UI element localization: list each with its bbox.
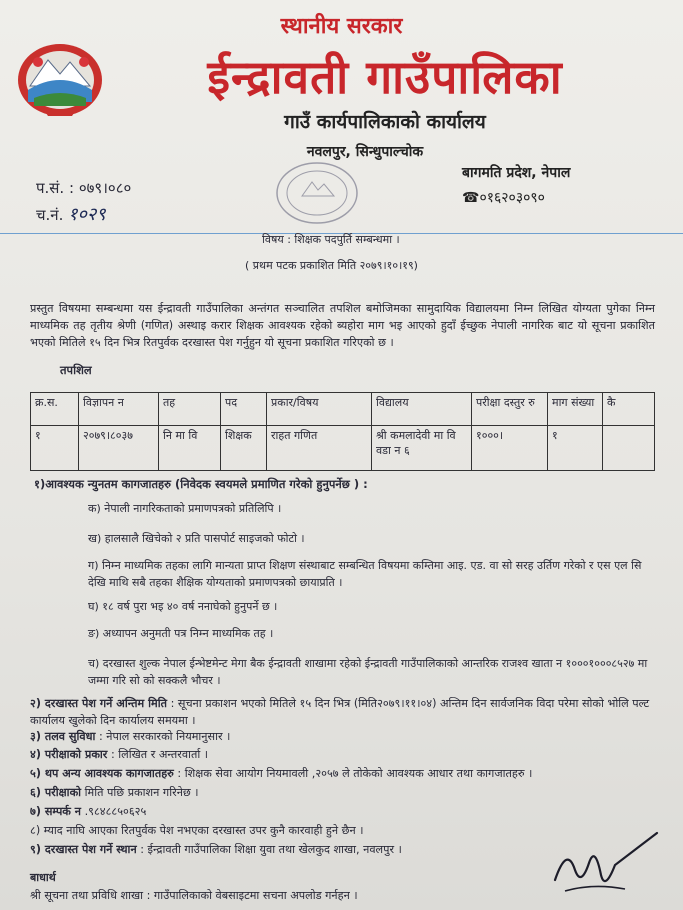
- doc-item: क) नेपाली नागरिकताको प्रमाणपत्रको प्रतिलिपि ।: [88, 502, 282, 515]
- reference-pa-sa: [36, 178, 131, 198]
- col-remarks: कै: [603, 393, 655, 426]
- doc-item: घ) १८ वर्ष पुरा भइ ४० वर्ष ननाघेको हुनुपर्ने छ ।: [88, 600, 278, 613]
- header-office-name: गाउँ कार्यपालिकाको कार्यालय: [284, 111, 486, 133]
- point-text: : नेपाल सरकारको नियमानुसार ।: [98, 730, 231, 743]
- cell-exam-fee: १०००।: [472, 426, 548, 471]
- point-label: ७) सम्पर्क न: [30, 805, 82, 818]
- cell-school: श्री कमलादेवी मा वि वडा न ६: [372, 426, 472, 471]
- pa-sa-label: प.सं. :: [36, 179, 75, 197]
- header-phone: ☎०१६२०३०९०: [462, 190, 545, 206]
- doc-item: ङ) अध्यापन अनुमती पत्र निम्न माध्यमिक तह ।: [88, 627, 274, 640]
- col-post: पद: [221, 393, 267, 426]
- header-local-government: स्थानीय सरकार: [280, 14, 403, 39]
- table-header-row: [31, 393, 655, 426]
- reference-cha-na: [36, 202, 106, 226]
- col-type-subject: प्रकार/विषय: [267, 393, 372, 426]
- doc-item: ग) निम्न माध्यमिक तहका लागि मान्यता प्राप्त शिक्षण संस्थाबाट सम्बन्धित विषयमा कम्तिमा आइ. एड. वा सो सरह उर्तिण गरेको र एस एल सि देखि माथि सबै तहका शैक्षिक योग्यताको प्रमाणपत्रको छायाप्रति ।: [88, 559, 642, 589]
- note-heading: बाधार्थ: [30, 871, 56, 884]
- intro-paragraph: प्रस्तुत विषयमा सम्बन्धमा यस ईन्द्रावती गाउँपालिका अन्तंगत सञ्चालित तपशिल बमोजिमका सामुदायिक विद्यालयमा निम्न लिखित योग्यता पुगेका निम्न माध्यमिक तह तृतीय श्रेणी (गणित) अस्थाइ करार शिक्षक आवश्यक रहेको ब्यहोरा माग भइ आएको हुदाँ ईच्छुक नेपाली नागरिक बाट यो सूचना प्रकाशित भएको मितिले १५ दिन भित्र रितपुर्वक दरखास्त पेश गर्नुहुन यो सूचना प्रकाशित गरिएको छ ।: [30, 302, 655, 349]
- cha-na-value: १०२९: [68, 204, 106, 225]
- notice-subject: विषय : शिक्षक पदपुर्ति सम्बन्धमा ।: [262, 233, 400, 246]
- point-text: .९८४८८५०६२५: [84, 805, 147, 818]
- point-exam-type: [30, 746, 660, 763]
- col-sn: क्र.स.: [31, 393, 79, 426]
- required-docs-heading: १)आवश्यक न्युनतम कागजातहरु (निवेदक स्वयमले प्रमाणित गरेको हुनुपर्नेछ ) :: [34, 477, 368, 491]
- point-additional-docs: [30, 765, 660, 782]
- point-text: : सूचना प्रकाशन भएको मितिले १५ दिन भित्र (मिति२०७९।११।०४) अन्तिम दिन सार्वजनिक विदा परेमा सोको भोलि पल्ट कार्यालय खुलेको दिन कार्यालय समयमा ।: [30, 697, 650, 727]
- note-text: श्री सूचना तथा प्रविधि शाखा : गाउँपालिकाको वेबसाइटमा सचना अपलोड गर्नहन ।: [30, 889, 358, 902]
- point-label: ८) म्याद नाघि आएका: [30, 824, 118, 837]
- doc-item: ख) हालसालै खिचेको २ प्रति पासपोर्ट साइजको फोटो ।: [88, 532, 305, 545]
- table-title: तपशिल: [60, 363, 92, 377]
- point-text: : लिखित र अन्तरवार्ता ।: [110, 748, 209, 761]
- cell-type-subject: राहत गणित: [267, 426, 372, 471]
- point-label: ९) दरखास्त पेश गर्ने स्थान: [30, 843, 137, 856]
- point-contact: [30, 803, 660, 820]
- doc-item: च) दरखास्त शुल्क नेपाल ईन्भेष्टमेन्ट मेगा बैक ईन्द्रावती शाखामा रहेको ईन्द्रावती गाउँपालिकाको आन्तरिक राजश्व खाता न १०००१०००८५२७ मा जम्मा गरि सो को सक्कलै भौचर ।: [88, 657, 648, 687]
- cell-post: शिक्षक: [221, 426, 267, 471]
- col-level: तह: [159, 393, 221, 426]
- point-exam-date: [30, 784, 660, 801]
- pa-sa-value: ०७९।०८०: [78, 179, 132, 197]
- point-text: : ईन्द्रावती गाउँपालिका शिक्षा युवा तथा खेलकुद शाखा, नवलपुर ।: [140, 843, 402, 856]
- header-province: बागमति प्रदेश, नेपाल: [462, 165, 571, 181]
- cell-level: नि मा वि: [159, 426, 221, 471]
- office-stamp-icon: [272, 158, 362, 228]
- nepal-emblem-icon: [14, 40, 106, 120]
- point-text: रितपुर्वक पेश नभएका दरखास्त उपर कुनै कारवाही हुने छैन ।: [121, 824, 364, 837]
- point-label: ५) थप अन्य आवश्यक कागजातहरु: [30, 767, 174, 780]
- point-label: ४) परीक्षाको प्रकार: [30, 748, 108, 761]
- point-label: २) दरखास्त पेश गर्ने अन्तिम मिति: [30, 697, 167, 710]
- point-text: : शिक्षक सेवा आयोग नियमावली ,२०५७ ले तोकेको आवश्यक आधार तथा कागजातहरु ।: [177, 767, 533, 780]
- point-text: मिति पछि प्रकाशन गरिनेछ ।: [84, 786, 199, 799]
- cell-remarks: [603, 426, 655, 471]
- header-address: नवलपुर, सिन्धुपाल्चोक: [306, 144, 424, 160]
- cell-demand-count: १: [548, 426, 603, 471]
- point-salary: [30, 728, 660, 745]
- point-label: ६) परीक्षाको: [30, 786, 82, 799]
- point-deadline: [30, 695, 660, 729]
- cha-na-label: च.नं.: [36, 206, 64, 224]
- col-ad-no: विज्ञापन न: [79, 393, 159, 426]
- publish-date: ( प्रथम पटक प्रकाशित मिति २०७९।१०।१९): [245, 259, 418, 272]
- point-label: ३) तलव सुविधा: [30, 730, 96, 743]
- signature-icon: [545, 825, 665, 905]
- col-school: विद्यालय: [372, 393, 472, 426]
- table-row: [31, 426, 655, 471]
- cell-sn: १: [31, 426, 79, 471]
- col-exam-fee: परीक्षा दस्तुर रु: [472, 393, 548, 426]
- header-municipality-name: ईन्द्रावती गाउँपालिका: [207, 50, 563, 104]
- col-demand-count: माग संख्या: [548, 393, 603, 426]
- vacancy-table: [30, 392, 655, 471]
- cell-ad-no: २०७९।८०३७: [79, 426, 159, 471]
